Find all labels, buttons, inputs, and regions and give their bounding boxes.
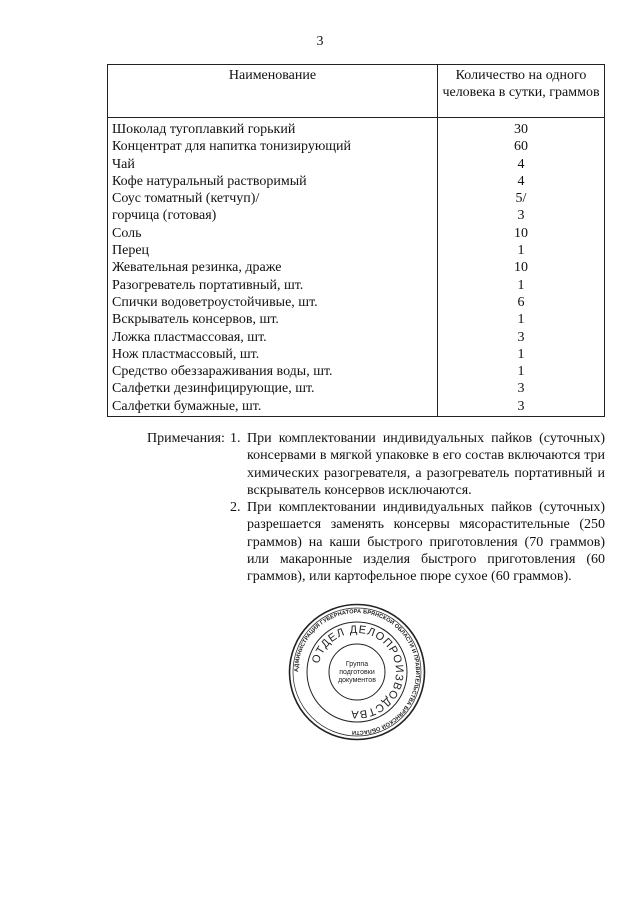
item-quantity: 1 (438, 363, 605, 380)
note-text: При комплектовании индивидуальных пайков (суточных) разрешается заменять консервы мясорастительные (250 граммов) на каши быстрого приготовления (70 граммов) или макаронные изделия быстрого приготовления (60 граммов), или картофельное пюре сухое (60 граммов). (247, 500, 605, 585)
note-number: 2. (230, 500, 241, 515)
item-name: горчица (готовая) (108, 207, 438, 224)
item-quantity: 3 (438, 380, 605, 397)
item-name: Чай (108, 156, 438, 173)
item-name: Вскрыватель консервов, шт. (108, 311, 438, 328)
item-quantity: 1 (438, 346, 605, 363)
item-quantity: 1 (438, 277, 605, 294)
note-number: 1. (230, 431, 241, 446)
item-quantity: 10 (438, 225, 605, 242)
item-quantity: 6 (438, 294, 605, 311)
header-name: Наименование (108, 65, 438, 118)
item-name: Жевательная резинка, драже (108, 259, 438, 276)
item-quantity: 4 (438, 156, 605, 173)
item-name: Шоколад тугоплавкий горький (108, 118, 438, 139)
table-row (108, 363, 605, 380)
table-row (108, 156, 605, 173)
table-row (108, 277, 605, 294)
item-name: Кофе натуральный растворимый (108, 173, 438, 190)
item-quantity: 3 (438, 207, 605, 224)
item-quantity: 5/ (438, 190, 605, 207)
note-item (230, 499, 605, 585)
item-quantity: 3 (438, 398, 605, 417)
table-row (108, 259, 605, 276)
stamp-center-line: документов (338, 677, 376, 684)
table-row (108, 380, 605, 397)
item-name: Спички водоветроустойчивые, шт. (108, 294, 438, 311)
item-name: Салфетки дезинфицирующие, шт. (108, 380, 438, 397)
item-name: Ложка пластмассовая, шт. (108, 329, 438, 346)
table-row (108, 294, 605, 311)
table-row (108, 173, 605, 190)
item-name: Перец (108, 242, 438, 259)
item-quantity: 3 (438, 329, 605, 346)
note-item (230, 430, 605, 499)
table-row (108, 207, 605, 224)
item-quantity: 4 (438, 173, 605, 190)
item-quantity: 10 (438, 259, 605, 276)
table-row (108, 311, 605, 328)
table-row (108, 225, 605, 242)
note-text: При комплектовании индивидуальных пайков (суточных) консервами в мягкой упаковке в его состав включаются три химических разогревателя, а разогреватель портативный и вскрыватель консервов исключаются. (247, 431, 605, 498)
item-name: Концентрат для напитка тонизирующий (108, 138, 438, 155)
item-name: Разогреватель портативный, шт. (108, 277, 438, 294)
page-number: 3 (316, 34, 324, 49)
table-row (108, 118, 605, 139)
stamp-center-line: Группа (345, 661, 369, 668)
ration-table (107, 64, 605, 417)
item-name: Соль (108, 225, 438, 242)
table-row (108, 329, 605, 346)
stamp-outer-text: АДМИНИСТРАЦИЯ ГУБЕРНАТОРА БРЯНСКОЙ ОБЛАСТИ И ПРАВИТЕЛЬСТВА БРЯНСКОЙ ОБЛАСТИ (293, 608, 421, 736)
item-name: Нож пластмассовый, шт. (108, 346, 438, 363)
item-quantity: 30 (438, 118, 605, 139)
stamp-middle-text: ОТДЕЛ ДЕЛОПРОИЗВОДСТВА (310, 623, 406, 721)
item-quantity: 1 (438, 311, 605, 328)
table-row (108, 346, 605, 363)
item-name: Средство обеззараживания воды, шт. (108, 363, 438, 380)
item-name: Соус томатный (кетчуп)/ (108, 190, 438, 207)
table-row (108, 190, 605, 207)
table-header-row (108, 65, 605, 118)
header-quantity: Количество на одного человека в сутки, граммов (438, 65, 605, 118)
stamp-center-line: подготовки (339, 669, 375, 676)
item-quantity: 1 (438, 242, 605, 259)
item-name: Салфетки бумажные, шт. (108, 398, 438, 417)
table-row (108, 242, 605, 259)
notes-label: Примечания: (147, 431, 225, 446)
item-quantity: 60 (438, 138, 605, 155)
table-row (108, 138, 605, 155)
table-row (108, 398, 605, 417)
official-stamp (288, 603, 426, 741)
